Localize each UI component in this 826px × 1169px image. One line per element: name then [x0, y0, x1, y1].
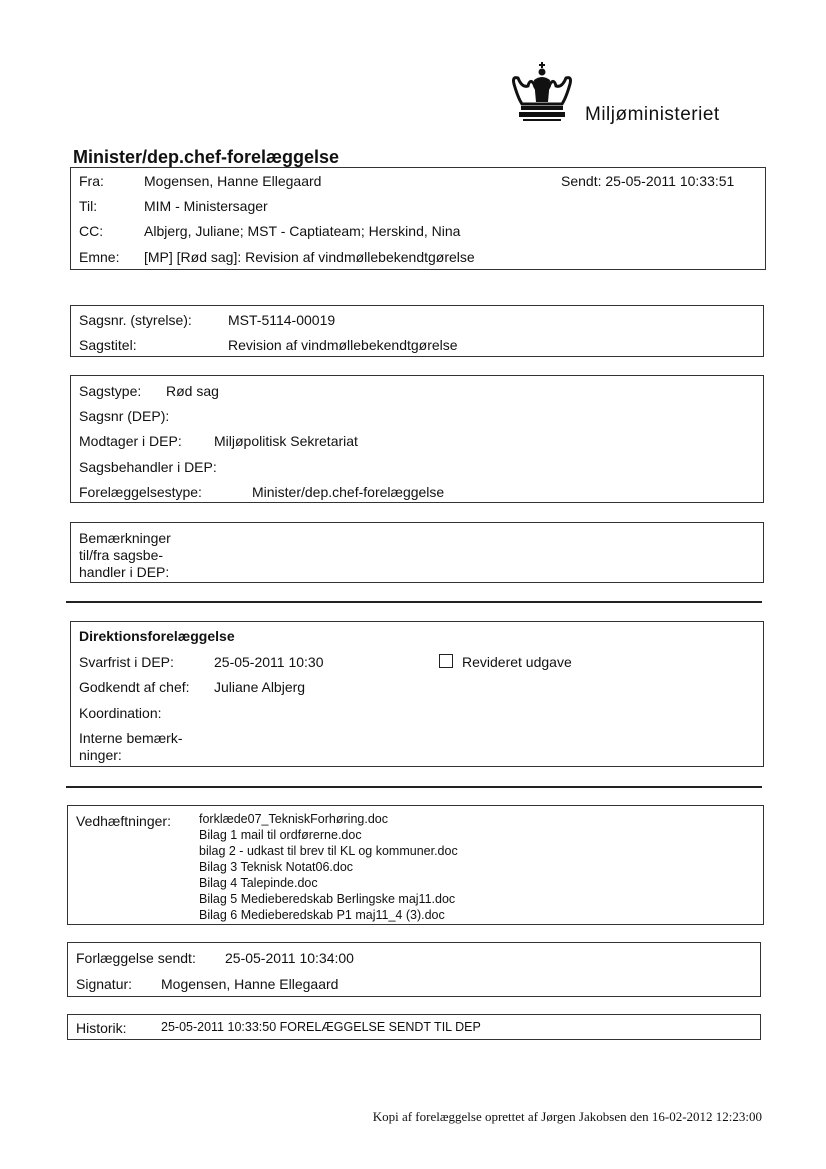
from-value: Mogensen, Hanne Ellegaard: [144, 173, 322, 189]
attachment-file[interactable]: Bilag 4 Talepinde.doc: [199, 876, 318, 890]
case-type-label: Sagstype:: [79, 383, 142, 399]
attachment-file[interactable]: Bilag 5 Medieberedskab Berlingske maj11.doc: [199, 892, 456, 906]
sent-timestamp: Sendt: 25-05-2011 10:33:51: [561, 173, 735, 189]
from-label: Fra:: [79, 173, 104, 189]
internal-remarks-line1: Interne bemærk-: [79, 730, 183, 746]
divider: [66, 601, 762, 603]
subject-label: Emne:: [79, 249, 120, 265]
approved-value: Juliane Albjerg: [214, 679, 306, 695]
remarks-label-line3: handler i DEP:: [79, 564, 170, 580]
directorate-heading: Direktionsforelæggelse: [79, 628, 235, 644]
history-box: [67, 1014, 761, 1040]
attachments-box: [67, 805, 764, 925]
deadline-label: Svarfrist i DEP:: [79, 654, 174, 670]
approved-label: Godkendt af chef:: [79, 679, 190, 695]
revised-label: Revideret udgave: [462, 654, 572, 670]
internal-remarks-line2: ninger:: [79, 747, 122, 763]
revised-checkbox[interactable]: [439, 654, 453, 668]
signature-label: Signatur:: [76, 976, 133, 992]
divider: [66, 786, 762, 788]
attachment-file[interactable]: forklæde07_TekniskForhøring.doc: [199, 812, 388, 826]
to-value: MIM - Ministersager: [144, 198, 268, 214]
attachment-file[interactable]: Bilag 6 Medieberedskab P1 maj11_4 (3).doc: [199, 908, 445, 922]
cc-label: CC:: [79, 223, 104, 239]
dep-case-no-label: Sagsnr (DEP):: [79, 408, 170, 424]
receiver-label: Modtager i DEP:: [79, 433, 182, 449]
dep-box: [70, 375, 764, 503]
presentation-type-value: Minister/dep.chef-forelæggelse: [252, 484, 445, 500]
sent-box: [67, 942, 761, 997]
attachment-file[interactable]: bilag 2 - udkast til brev til KL og kommuner.doc: [199, 844, 458, 858]
remarks-box: [70, 522, 764, 583]
attachment-file[interactable]: Bilag 1 mail til ordførerne.doc: [199, 828, 362, 842]
attachments-label: Vedhæftninger:: [76, 813, 171, 829]
attachment-file[interactable]: Bilag 3 Teknisk Notat06.doc: [199, 860, 354, 874]
crown-logo-icon: [508, 62, 578, 124]
case-title-label: Sagstitel:: [79, 337, 137, 353]
signature-value: Mogensen, Hanne Ellegaard: [161, 976, 339, 992]
case-box: [70, 305, 764, 357]
case-no-value: MST-5114-00019: [228, 312, 336, 328]
presentation-type-label: Forelæggelsestype:: [79, 484, 202, 500]
message-box: [70, 167, 766, 270]
ministry-name: Miljøministeriet: [585, 104, 720, 125]
remarks-label-line1: Bemærkninger: [79, 530, 171, 546]
case-type-value: Rød sag: [166, 383, 219, 399]
copy-note: Kopi af forelæggelse oprettet af Jørgen Jakobsen den 16-02-2012 12:23:00: [372, 1109, 762, 1124]
case-title-value: Revision af vindmøllebekendtgørelse: [228, 337, 458, 353]
page-title: Minister/dep.chef-forelæggelse: [73, 147, 340, 167]
history-value: 25-05-2011 10:33:50 FORELÆGGELSE SENDT TIL DEP: [161, 1020, 481, 1034]
coordination-label: Koordination:: [79, 705, 162, 721]
deadline-value: 25-05-2011 10:30: [214, 654, 324, 670]
remarks-label-line2: til/fra sagsbe-: [79, 547, 164, 563]
receiver-value: Miljøpolitisk Sekretariat: [214, 433, 358, 449]
to-label: Til:: [79, 198, 98, 214]
handler-label: Sagsbehandler i DEP:: [79, 459, 217, 475]
sent-value: 25-05-2011 10:34:00: [225, 950, 354, 966]
sent-label: Forlæggelse sendt:: [76, 950, 196, 966]
subject-value: [MP] [Rød sag]: Revision af vindmøllebekendtgørelse: [144, 249, 475, 265]
history-label: Historik:: [76, 1020, 127, 1036]
directorate-box: [70, 621, 764, 767]
cc-value: Albjerg, Juliane; MST - Captiateam; Herskind, Nina: [144, 223, 461, 239]
case-no-label: Sagsnr. (styrelse):: [79, 312, 192, 328]
